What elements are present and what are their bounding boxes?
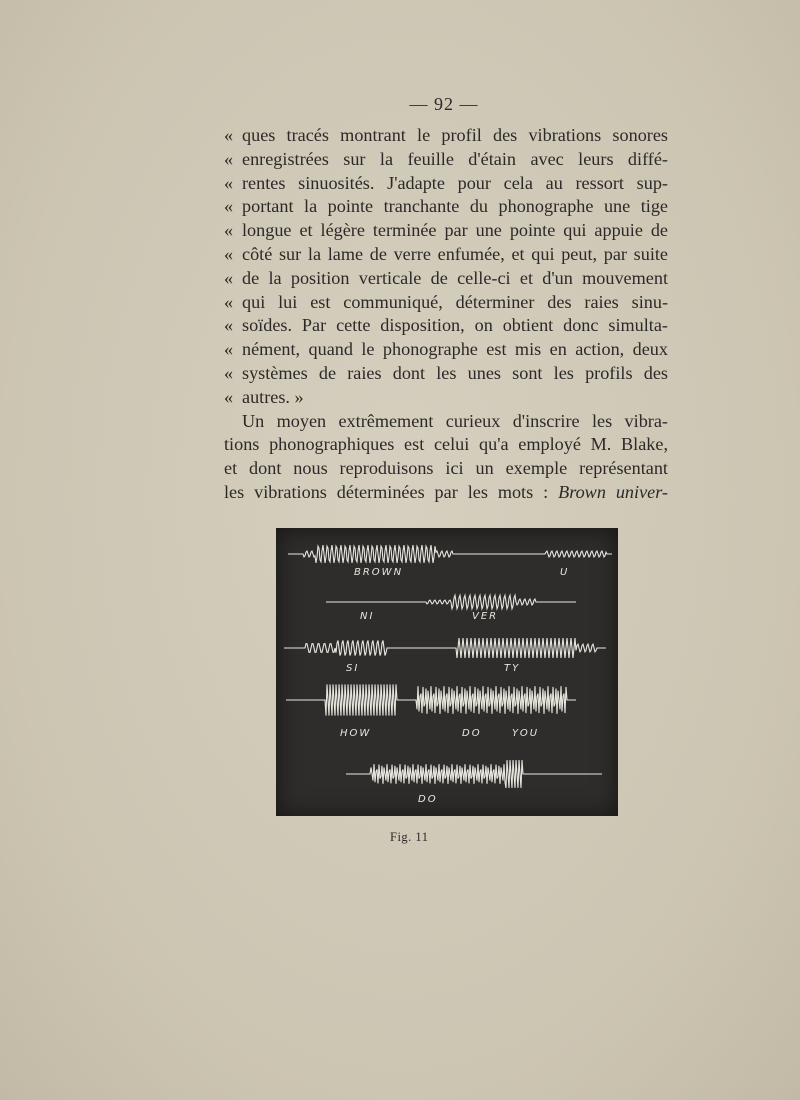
emphasized-words: Brown univer- (558, 481, 668, 502)
figure-label-brown: BROWN (354, 567, 404, 578)
quoted-line (224, 124, 668, 148)
paragraph-text: les vibrations déterminées par les mots : (224, 481, 559, 502)
quoted-line (224, 314, 668, 338)
figure-label-how: HOW (340, 728, 372, 739)
quote-mark: « (224, 339, 234, 360)
quoted-line (224, 243, 668, 267)
figure-label-do: DO (462, 728, 482, 739)
figure-label-ver: VER (472, 611, 499, 622)
figure-label-ty: TY (504, 663, 521, 674)
quote-mark: « (224, 291, 234, 312)
figure-label-u: U (560, 567, 570, 578)
quote-mark: « (224, 267, 234, 288)
paragraph-line: et dont nous reproduisons ici un exemple représentant (224, 458, 668, 479)
quoted-line-text: enregistrées sur la feuille d'étain avec leurs diffé- (242, 148, 668, 169)
paragraph-line-last (224, 481, 668, 505)
quote-mark: « (224, 125, 234, 145)
waveform-trace-2 (326, 595, 576, 608)
quote-mark: « (224, 220, 234, 241)
paragraph-line: tions phonographiques est celui qu'a employé M. Blake, (224, 434, 668, 455)
waveform-trace-4 (286, 684, 576, 715)
quote-mark: « (224, 362, 234, 383)
quote-mark: « (224, 243, 234, 264)
quoted-line-text: soïdes. Par cette disposition, on obtient donc simulta- (242, 315, 668, 336)
quoted-line (224, 172, 668, 196)
quoted-line (224, 195, 668, 219)
quoted-line-text: nément, quand le phonographe est mis en action, deux (242, 339, 668, 360)
waveform-trace-1 (288, 545, 612, 563)
quoted-line-text: autres. » (242, 386, 304, 407)
quoted-line-text: ques tracés montrant le profil des vibrations sonores (242, 125, 668, 145)
quote-mark: « (224, 386, 234, 407)
figure-label-do-2: DO (418, 794, 438, 805)
quoted-passage (224, 124, 668, 410)
quoted-line-text: rentes sinuosités. J'adapte pour cela au ressort sup- (242, 172, 668, 193)
quoted-line-text: portant la pointe tranchante du phonographe une tige (242, 196, 668, 217)
figure-label-you: YOU (512, 728, 540, 739)
body-text (224, 124, 668, 505)
quoted-line (224, 219, 668, 243)
page-number: — 92 — (409, 94, 479, 114)
figure-caption: Fig. 11 (390, 830, 429, 844)
quote-mark: « (224, 148, 234, 169)
quote-mark: « (224, 196, 234, 217)
quoted-line (224, 148, 668, 172)
waveform-trace-5 (346, 760, 602, 788)
quote-mark: « (224, 315, 234, 336)
paragraph-line: Un moyen extrêmement curieux d'inscrire les vibra- (242, 410, 668, 431)
quoted-line-text: systèmes de raies dont les unes sont les profils des (242, 362, 668, 383)
quoted-line (224, 338, 668, 362)
figure-waveform-photo (276, 528, 618, 816)
quoted-line-text: longue et légère terminée par une pointe qui appuie de (242, 220, 668, 241)
quoted-line (224, 267, 668, 291)
waveform-graphic (276, 528, 618, 816)
quoted-line-text: qui lui est communiqué, déterminer des raies sinu- (242, 291, 668, 312)
quoted-line-text: côté sur la lame de verre enfumée, et qui peut, par suite (242, 243, 668, 264)
quoted-line (224, 386, 668, 410)
quoted-line (224, 362, 668, 386)
quote-mark: « (224, 172, 234, 193)
quoted-line (224, 291, 668, 315)
quoted-line-text: de la position verticale de celle-ci et d'un mouvement (242, 267, 668, 288)
figure-label-si: SI (346, 663, 360, 674)
waveform-trace-3 (284, 638, 606, 658)
figure-label-ni: NI (360, 611, 375, 622)
